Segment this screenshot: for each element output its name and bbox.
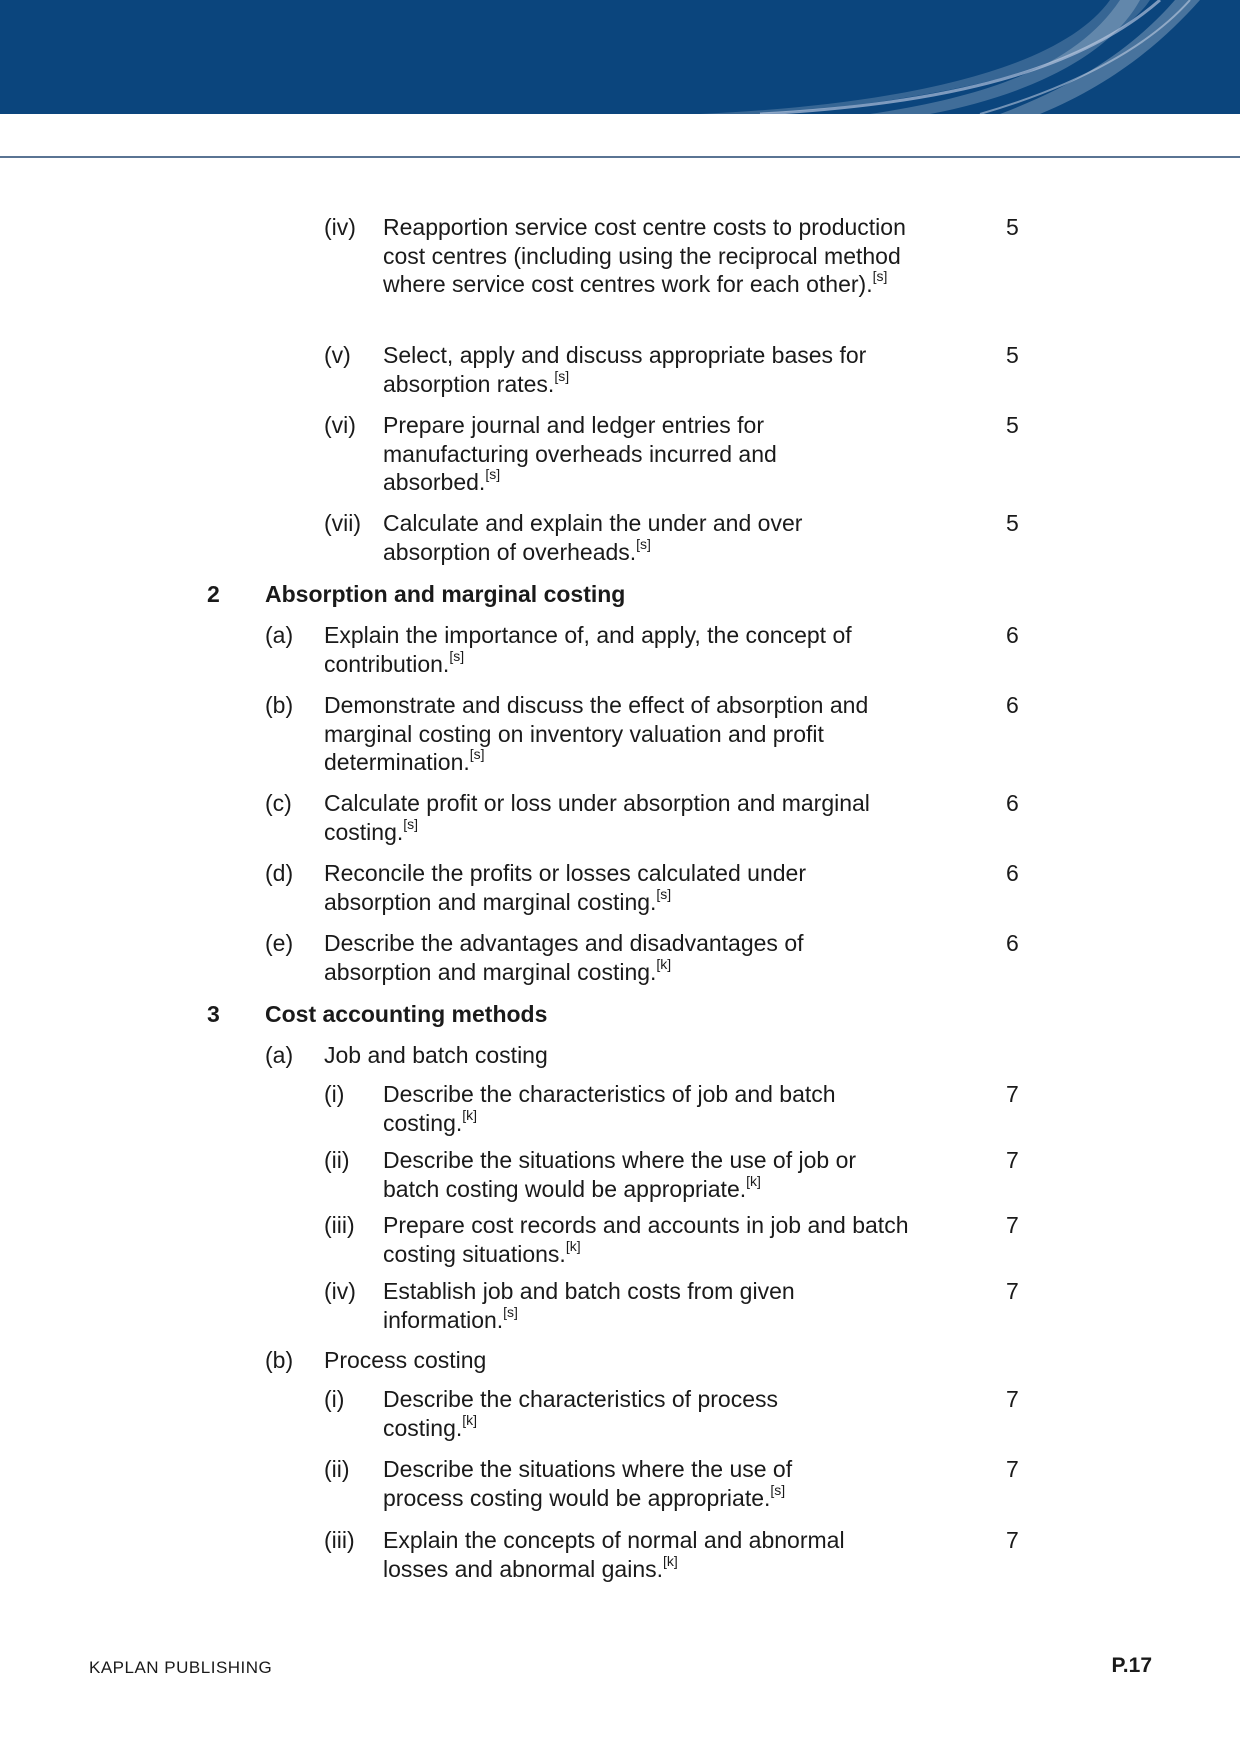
item-text: Reapportion service cost centre costs to production cost centres (including using the reciprocal method where service cost centres work for each other).[s] — [383, 214, 906, 297]
item-text: Establish job and batch costs from given information.[s] — [383, 1278, 795, 1333]
item-text: Process costing — [324, 1347, 487, 1373]
item-text: Prepare cost records and accounts in job and batch costing situations.[k] — [383, 1212, 909, 1267]
section-title: Absorption and marginal costing — [265, 581, 626, 607]
item-number: 7 — [1006, 1456, 1019, 1482]
item-ref: [s] — [469, 746, 485, 763]
item-ref: [s] — [503, 1303, 518, 1320]
item-label: (c) — [265, 790, 292, 816]
item-number: 6 — [1006, 622, 1019, 648]
item-label: (iv) — [324, 214, 356, 240]
item-label: (ii) — [324, 1456, 350, 1482]
item-label: (ii) — [324, 1147, 350, 1173]
item-ref: [k] — [462, 1411, 478, 1428]
item-text: Explain the importance of, and apply, the concept of contribution.[s] — [324, 622, 852, 677]
item-number: 5 — [1006, 510, 1019, 536]
item-label: (d) — [265, 860, 294, 886]
item-text: Demonstrate and discuss the effect of absorption and marginal costing on inventory valuation and profit determination.[s] — [324, 692, 869, 775]
item-ref: [s] — [449, 647, 465, 664]
item-ref: [s] — [403, 815, 419, 832]
item-number: 6 — [1006, 692, 1019, 718]
item-ref: [k] — [565, 1237, 581, 1254]
item-text: Explain the concepts of normal and abnormal losses and abnormal gains.[k] — [383, 1527, 845, 1582]
item-text: Describe the characteristics of process costing.[k] — [383, 1386, 778, 1441]
item-text: Calculate and explain the under and over absorption of overheads.[s] — [383, 510, 803, 565]
item-number: 7 — [1006, 1278, 1019, 1304]
item-label: (iv) — [324, 1278, 356, 1304]
item-text: Reconcile the profits or losses calculated under absorption and marginal costing.[s] — [324, 860, 806, 915]
item-number: 7 — [1006, 1527, 1019, 1553]
section-number: 2 — [207, 581, 220, 607]
header-rule — [0, 156, 1240, 158]
item-ref: [k] — [462, 1106, 478, 1123]
footer-page-number: P.17 — [1111, 1654, 1152, 1677]
item-label: (a) — [265, 622, 294, 648]
item-label: (a) — [265, 1042, 294, 1068]
item-ref: [s] — [485, 466, 501, 483]
item-label: (vi) — [324, 412, 356, 438]
item-ref: [s] — [636, 535, 651, 552]
item-number: 5 — [1006, 412, 1019, 438]
footer-publisher: KAPLAN PUBLISHING — [89, 1658, 273, 1677]
item-text: Describe the situations where the use of process costing would be appropriate.[s] — [383, 1456, 793, 1511]
item-label: (i) — [324, 1386, 345, 1412]
item-label: (v) — [324, 342, 351, 368]
item-number: 7 — [1006, 1147, 1019, 1173]
item-label: (b) — [265, 692, 294, 718]
item-label: (b) — [265, 1347, 294, 1373]
item-label: (i) — [324, 1081, 345, 1107]
item-number: 6 — [1006, 860, 1019, 886]
header-banner — [0, 0, 1240, 114]
item-number: 7 — [1006, 1386, 1019, 1412]
swoosh-decoration — [0, 0, 1240, 114]
item-number: 7 — [1006, 1081, 1019, 1107]
item-text: Describe the situations where the use of job or batch costing would be appropriate.[k] — [383, 1147, 857, 1202]
item-text: Prepare journal and ledger entries for manufacturing overheads incurred and absorbed.[s] — [383, 412, 777, 495]
item-text: Describe the advantages and disadvantages of absorption and marginal costing.[k] — [324, 930, 804, 985]
item-text: Describe the characteristics of job and batch costing.[k] — [383, 1081, 836, 1136]
item-ref: [k] — [663, 1552, 678, 1569]
item-ref: [k] — [746, 1172, 761, 1189]
item-text: Job and batch costing — [324, 1042, 548, 1068]
item-number: 6 — [1006, 790, 1019, 816]
item-text: Calculate profit or loss under absorption and marginal costing.[s] — [324, 790, 870, 845]
section-number: 3 — [207, 1001, 220, 1027]
item-number: 5 — [1006, 214, 1019, 240]
item-label: (iii) — [324, 1527, 355, 1553]
item-label: (e) — [265, 930, 294, 956]
item-ref: [s] — [770, 1481, 786, 1498]
item-number: 6 — [1006, 930, 1019, 956]
item-ref: [s] — [656, 885, 672, 902]
item-ref: [k] — [656, 955, 672, 972]
item-ref: [s] — [554, 367, 570, 384]
item-ref: [s] — [872, 268, 888, 285]
item-label: (vii) — [324, 510, 362, 536]
item-number: 7 — [1006, 1212, 1019, 1238]
item-number: 5 — [1006, 342, 1019, 368]
section-title: Cost accounting methods — [265, 1001, 548, 1027]
item-label: (iii) — [324, 1212, 355, 1238]
item-text: Select, apply and discuss appropriate bases for absorption rates.[s] — [383, 342, 867, 397]
